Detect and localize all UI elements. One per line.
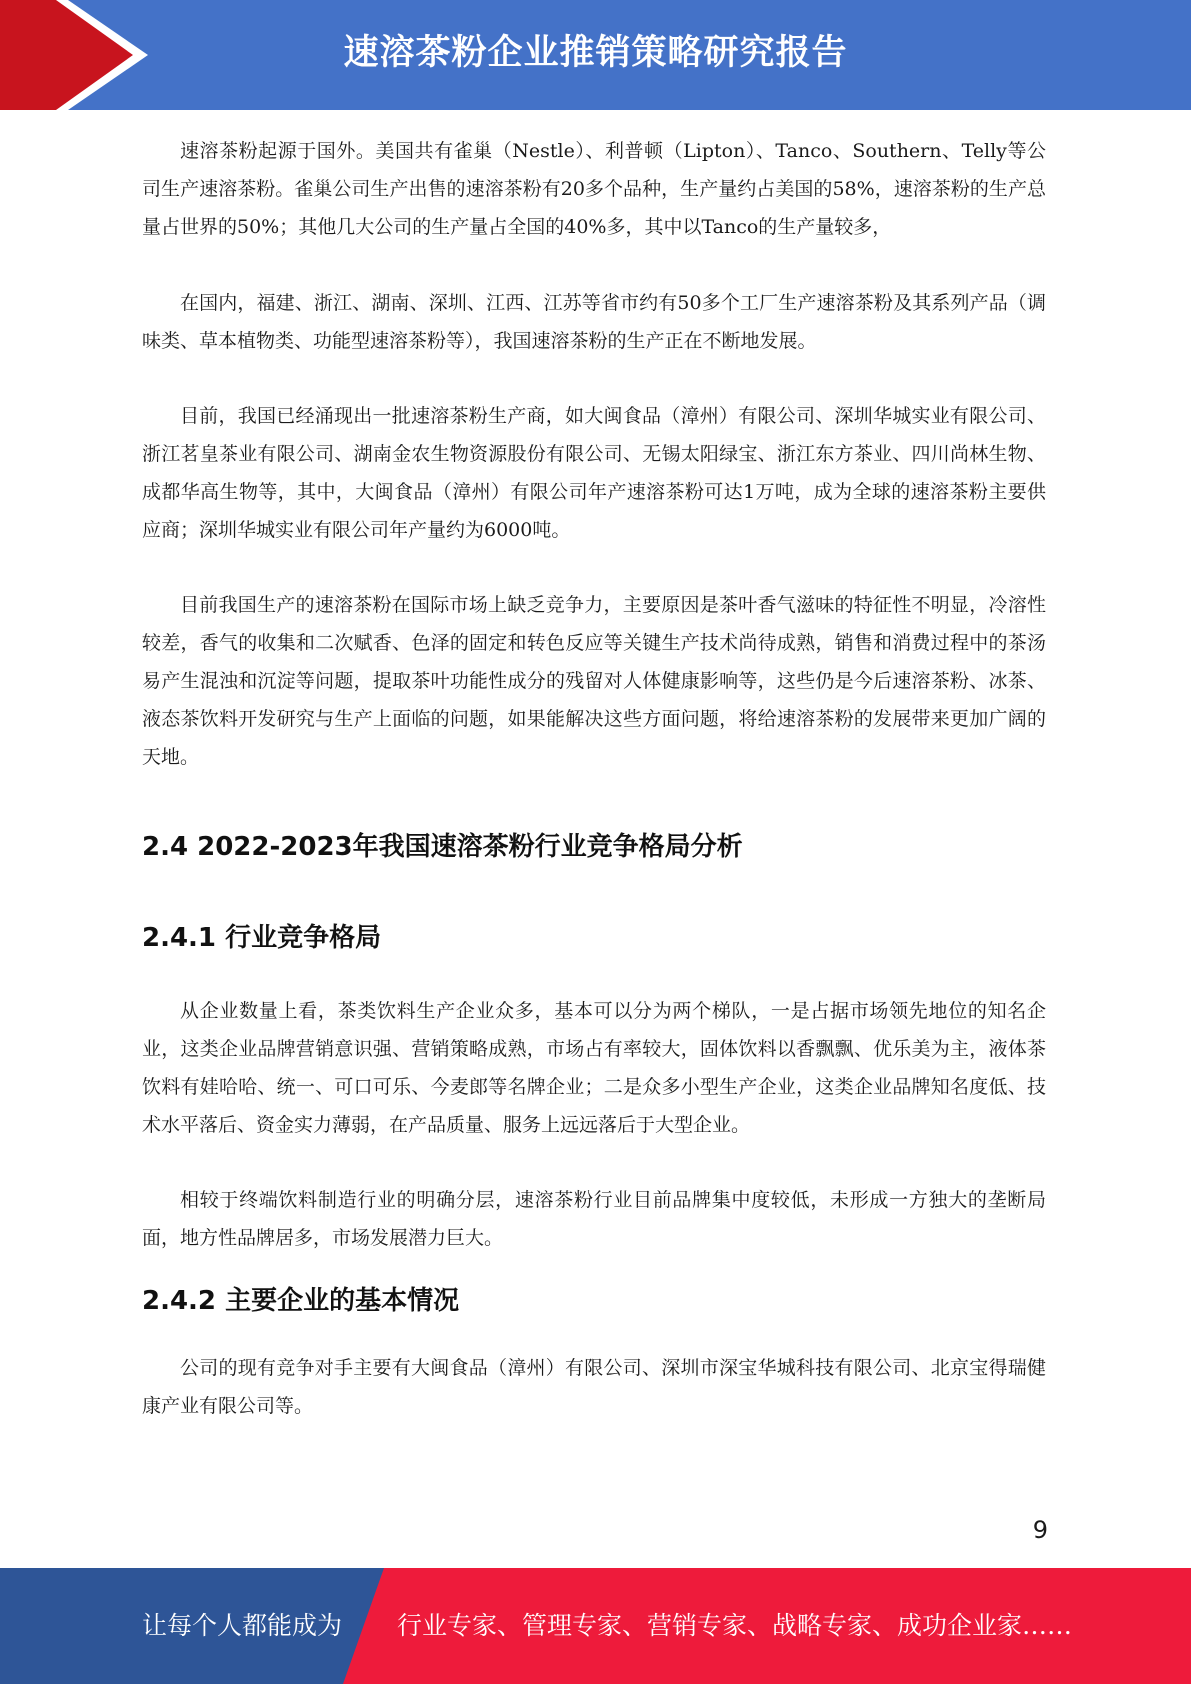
page-content xyxy=(142,132,1046,1425)
page-number: 9 xyxy=(1032,1516,1048,1544)
paragraph-brand-concentration: 相较于终端饮料制造行业的明确分层，速溶茶粉行业目前品牌集中度较低，未形成一方独大的垄断局面，地方性品牌居多，市场发展潜力巨大。 xyxy=(142,1189,1046,1249)
footer-slogan-right: 行业专家、管理专家、营销专家、战略专家、成功企业家…… xyxy=(397,1611,1073,1640)
paragraph-producers: 目前，我国已经涌现出一批速溶茶粉生产商，如大闽食品（漳州）有限公司、深圳华城实业有限公司、浙江茗皇茶业有限公司、湖南金农生物资源股份有限公司、无锡太阳绿宝、浙江东方茶业、四川尚林生物、成都华高生物等，其中，大闽食品（漳州）有限公司年产速溶茶粉可达1万吨，成为全球的速溶茶粉主要供应商；深圳华城实业有限公司年产量约为6000吨。 xyxy=(142,405,1046,541)
paragraph-origin: 速溶茶粉起源于国外。美国共有雀巢（Nestle）、利普顿（Lipton）、Tanco、Southern、Telly等公司生产速溶茶粉。雀巢公司生产出售的速溶茶粉有20多个品种，生产量约占美国的58%，速溶茶粉的生产总量占世界的50%；其他几大公司的生产量占全国的40%多，其中以Tanco的生产量较多， xyxy=(142,140,1046,238)
section-heading-2-4-2: 2.4.2 主要企业的基本情况 xyxy=(142,1286,460,1316)
section-heading-2-4: 2.4 2022-2023年我国速溶茶粉行业竞争格局分析 xyxy=(142,832,743,862)
paragraph-domestic: 在国内，福建、浙江、湖南、深圳、江西、江苏等省市约有50多个工厂生产速溶茶粉及其系列产品（调味类、草本植物类、功能型速溶茶粉等），我国速溶茶粉的生产正在不断地发展。 xyxy=(142,292,1046,352)
page-header xyxy=(0,0,1191,110)
paragraph-competitors: 公司的现有竞争对手主要有大闽食品（漳州）有限公司、深圳市深宝华城科技有限公司、北京宝得瑞健康产业有限公司等。 xyxy=(142,1357,1046,1417)
footer-slogan-left: 让每个人都能成为 xyxy=(142,1611,343,1640)
paragraph-competition-structure: 从企业数量上看，茶类饮料生产企业众多，基本可以分为两个梯队，一是占据市场领先地位的知名企业，这类企业品牌营销意识强、营销策略成熟，市场占有率较大，固体饮料以香飘飘、优乐美为主，液体茶饮料有娃哈哈、统一、可口可乐、今麦郎等名牌企业；二是众多小型生产企业，这类企业品牌知名度低、技术水平落后、资金实力薄弱，在产品质量、服务上远远落后于大型企业。 xyxy=(142,1000,1046,1136)
paragraph-competitiveness: 目前我国生产的速溶茶粉在国际市场上缺乏竞争力，主要原因是茶叶香气滋味的特征性不明显，冷溶性较差，香气的收集和二次赋香、色泽的固定和转色反应等关键生产技术尚待成熟，销售和消费过程中的茶汤易产生混浊和沉淀等问题，提取茶叶功能性成分的残留对人体健康影响等，这些仍是今后速溶茶粉、冰茶、液态茶饮料开发研究与生产上面临的问题，如果能解决这些方面问题，将给速溶茶粉的发展带来更加广阔的天地。 xyxy=(142,594,1046,768)
page-footer xyxy=(0,1568,1191,1684)
section-heading-2-4-1: 2.4.1 行业竞争格局 xyxy=(142,923,382,953)
document-title: 速溶茶粉企业推销策略研究报告 xyxy=(343,33,848,73)
